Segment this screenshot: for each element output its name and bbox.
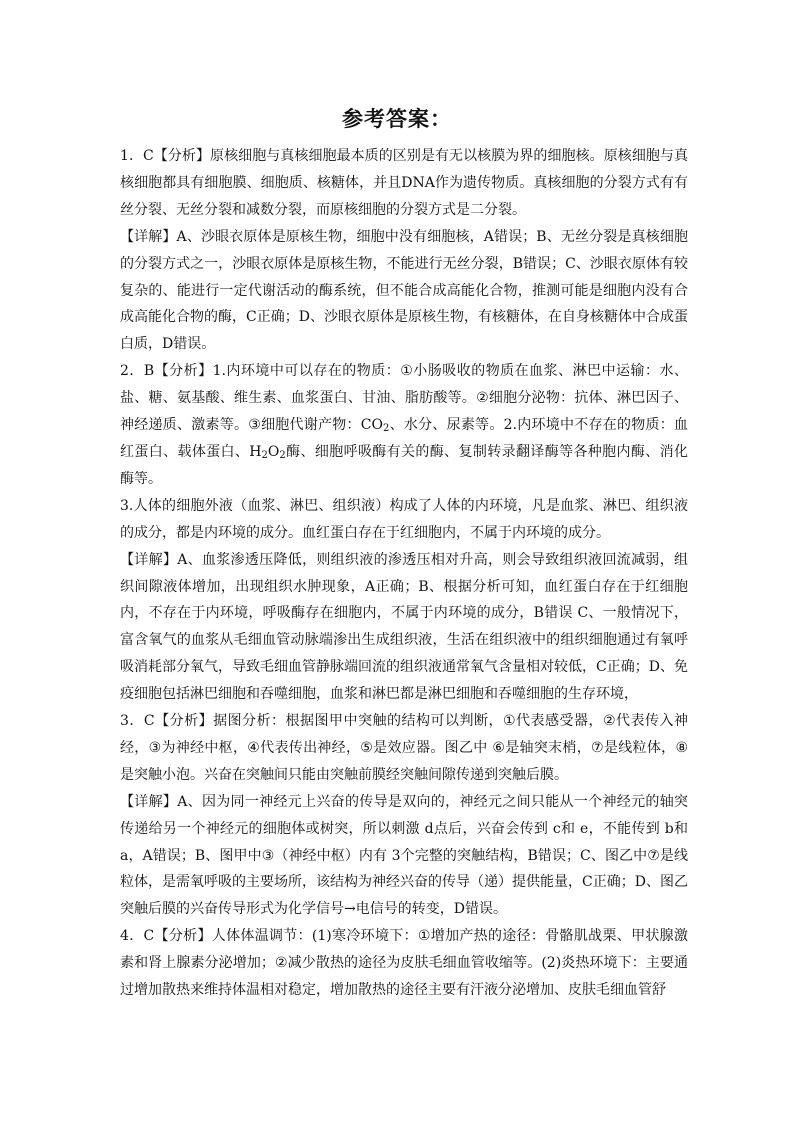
circled-number: ① — [417, 928, 431, 945]
circled-number: ⑧ — [675, 739, 688, 756]
text-run: 3.人体的细胞外液（血浆、淋巴、组织液）构成了人体的内环境，凡是血浆、淋巴、组织液的成分，都是内环境的成分。血红蛋白存在于红细胞内，不属于内环境的成分。 — [120, 497, 688, 541]
text-run: 2．B【分析】1.内环境中可以存在的物质： — [120, 363, 401, 380]
paragraph-q2-analysis — [120, 358, 688, 493]
circled-number: ② — [476, 390, 489, 407]
page-title: 参考答案： — [342, 106, 452, 131]
circled-number: ② — [602, 713, 617, 730]
circled-number: ③ — [148, 739, 162, 756]
text-run: （神经中枢）内有 3个完整的突触结构，B错误；C、图乙中 — [274, 847, 648, 864]
circled-number: ⑦ — [591, 739, 604, 756]
text-run: 为神经中枢， — [161, 739, 248, 756]
answer-content — [120, 143, 688, 1004]
text-run: 3．C【分析】据图分析：根据图甲中突触的结构可以判断， — [120, 713, 503, 730]
paragraph-q2-detail — [120, 547, 688, 708]
text-run: 代表感受器， — [516, 713, 603, 730]
text-run: 增加产热的途径：骨骼肌战栗、甲状腺激素和肾上腺素分泌增加； — [120, 928, 688, 972]
circled-number: ② — [274, 955, 288, 972]
text-run: 细胞分泌物：抗体、淋巴因子、神经递质、激素等。 — [120, 390, 689, 434]
text-run: 小肠吸收的物质在血浆、淋巴中运输：水、盐、糖、氨基酸、维生素、血浆蛋白、甘油、脂肪酸等。 — [120, 363, 688, 407]
paragraph-q4-analysis — [120, 923, 688, 1004]
text-run: 是轴突末梢， — [505, 739, 592, 756]
circled-number: ④ — [247, 739, 261, 756]
paragraph-q3-detail — [120, 789, 688, 924]
circled-number: ③ — [261, 847, 275, 864]
text-run: 酶、细胞呼吸酶有关的酶、复制转录翻译酶等各种胞内酶、消化酶等。 — [120, 443, 689, 487]
subscript: 2 — [261, 449, 268, 461]
text-run: 是效应器。图乙中 — [373, 739, 493, 756]
paragraph-q1-detail — [120, 224, 688, 359]
circled-number: ③ — [248, 417, 262, 434]
text-run: 代表传入神经， — [120, 713, 688, 756]
paragraph-q2-analysis-3 — [120, 493, 688, 547]
text-run: 、水分、尿素等。2.内环境中不存在的物质：血红蛋白、载体蛋白、H — [120, 417, 688, 460]
circled-number: ⑤ — [360, 739, 374, 756]
text-run: 【详解】A、血浆渗透压降低，则组织液的渗透压相对升高，则会导致组织液回流减弱，组织间隙液体增加，出现组织水肿现象，A正确；B、根据分析可知，血红蛋白存在于红细胞内，不存在于内环境，呼吸酶存在细胞内，不属于内环境的成分，B错误 C、一般情况下，富含氧气的血浆从毛细血管动脉端渗出生成组织液，生活在组织液中的组织细胞通过有氧呼吸消耗部分氧气，导致毛细血管静脉端回流的组织液通常氧气含量相对较低，C正确；D、免疫细胞包括淋巴细胞和吞噬细胞，血浆和淋巴都是淋巴细胞和吞噬细胞的生存环境， — [120, 551, 688, 703]
circled-number: ⑥ — [492, 739, 506, 756]
circled-number: ① — [502, 713, 516, 730]
text-run: 是线粒体， — [603, 739, 676, 756]
text-run: 减少散热的途径为皮肤毛细血管收缩等。(2)炎热环境下：主要通过增加散热来维持体温相对稳定，增加散热的途径主要有汗液分泌增加、皮肤毛细血管舒 — [120, 955, 688, 999]
text-run: 是线粒体，是需氧呼吸的主要场所，该结构为神经兴奋的传导（递）提供能量，C正确；D、图乙突触后膜的兴奋传导形式为化学信号→电信号的转变，D错误。 — [120, 847, 689, 918]
text-run: 【详解】A、因为同一神经元上兴奋的传导是双向的，神经元之间只能从一个神经元的轴突传递给另一个神经元的细胞体或树突，所以刺激 d点后，兴奋会传到 c和 e，不能传到 b和a，A错误；B、图甲中 — [120, 793, 688, 864]
text-run: 代表传出神经， — [260, 739, 361, 756]
text-run: 【详解】A、沙眼衣原体是原核生物，细胞中没有细胞核，A错误；B、无丝分裂是真核细胞的分裂方式之一，沙眼衣原体是原核生物，不能进行无丝分裂，B错误；C、沙眼衣原体有较复杂的、能进行一定代谢活动的酶系统，但不能合成高能化合物，推测可能是细胞内没有合成高能化合物的酶，C正确；D、沙眼衣原体是原核生物，有核糖体，在自身核糖体中合成蛋白质，D错误。 — [120, 228, 688, 353]
text-run: 4．C【分析】人体体温调节：(1)寒冷环境下： — [120, 928, 418, 945]
paragraph-q1-analysis — [120, 143, 688, 224]
paragraph-q3-analysis — [120, 708, 688, 789]
text-run: O — [267, 443, 280, 460]
circled-number: ① — [400, 363, 414, 380]
text-run: 细胞代谢产物：CO — [261, 417, 384, 434]
circled-number: ⑦ — [647, 847, 660, 864]
text-run: 1．C【分析】原核细胞与真核细胞最本质的区别是有无以核膜为界的细胞核。原核细胞与真核细胞都具有细胞膜、细胞质、核糖体，并且DNA作为遗传物质。真核细胞的分裂方式有有丝分裂、无丝分裂和减数分裂，而原核细胞的分裂方式是二分裂。 — [120, 148, 688, 218]
subscript: 2 — [383, 423, 390, 435]
text-run: 是突触小泡。兴奋在突触间只能由突触前膜经突触间隙传递到突触后膜。 — [120, 766, 568, 783]
subscript: 2 — [279, 449, 286, 461]
